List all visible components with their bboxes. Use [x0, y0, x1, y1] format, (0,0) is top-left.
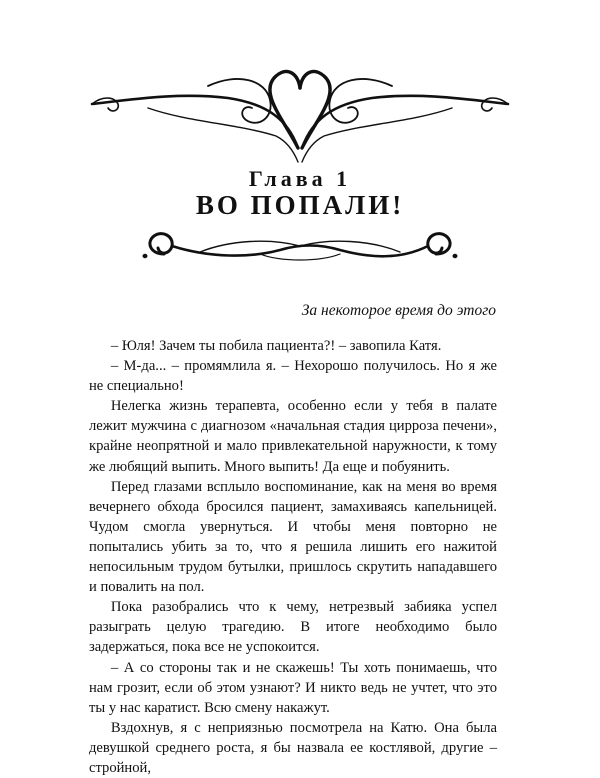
paragraph: Вздохнув, я с неприязнью посмотрела на Катю. Она была девушкой среднего роста, я бы назвала ее костлявой, другие – стройной,	[89, 719, 497, 776]
paragraph: Перед глазами всплыло воспоминание, как на меня во время вечернего обхода бросился пациент, замахиваясь капельницей. Чудом смогла увернуться. И чтобы меня повторно не попытались убить за то, что я решила лишить его нажитой непосильным трудом бутылки, пришлось скрутить нападавшего и повалить на пол.	[89, 478, 497, 596]
paragraph: – Юля! Зачем ты побила пациента?! – завопила Катя.	[110, 338, 442, 354]
scroll-flourish-ornament	[140, 228, 460, 268]
epigraph: За некоторое время до этого	[301, 302, 496, 319]
chapter-body	[89, 336, 497, 778]
chapter-title: ВО ПОПАЛИ!	[195, 190, 405, 220]
heart-flourish-ornament	[88, 62, 512, 168]
paragraph: Нелегка жизнь терапевта, особенно если у тебя в палате лежит мужчина с диагнозом «начальная стадия цирроза печени», крайне неопрятной и мало привлекательной наружности, к тому же любящий выпить. Много выпить! Да еще и побуянить.	[89, 398, 497, 475]
paragraph: – М-да... – промямлила я. – Нехорошо получилось. Но я же не специально!	[89, 358, 497, 395]
chapter-number: Глава 1	[248, 166, 352, 191]
paragraph: – А со стороны так и не скажешь! Ты хоть понимаешь, что нам грозит, если об этом узнают? И никто ведь не учтет, что это ты у нас каратист. Всю смену накажут.	[89, 659, 497, 716]
paragraph: Пока разобрались что к чему, нетрезвый забияка успел разыграть целую трагедию. В итоге необходимо было задержаться, пока все не успокоится.	[89, 599, 497, 656]
